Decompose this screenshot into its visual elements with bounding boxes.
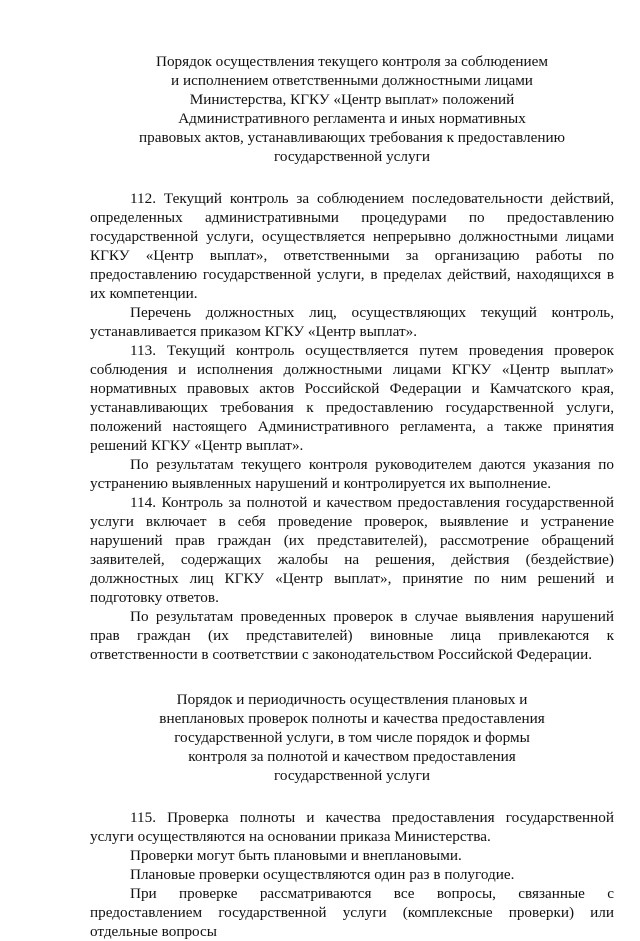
heading-line: правовых актов, устанавливающих требования к предоставлению [139, 129, 565, 146]
paragraph-112: 112. Текущий контроль за соблюдением последовательности действий, определенных административными процедурами по предоставлению государственной услуги, осуществляется непрерывно должностными лицами КГКУ «Центр выплат», ответственными за организацию работы по предоставлению государственной услуги, в пределах действий, находящихся в их компетенции. [90, 190, 614, 302]
heading-line: Порядок и периодичность осуществления плановых и [176, 691, 528, 708]
paragraph-planned-frequency: Плановые проверки осуществляются один раз в полугодие. [130, 866, 515, 883]
heading-line: государственной услуги [274, 148, 430, 165]
heading-line: внеплановых проверок полноты и качества предоставления [159, 710, 545, 727]
heading-line: Министерства, КГКУ «Центр выплат» положений [189, 91, 515, 108]
paragraph-control-results: По результатам текущего контроля руководителем даются указания по устранению выявленных нарушений и контролируется их выполнение. [90, 456, 614, 492]
paragraph-113: 113. Текущий контроль осуществляется путем проведения проверок соблюдения и исполнения должностными лицами КГКУ «Центр выплат» нормативных правовых актов Российской Федерации и Камчатского края, устанавливающих требования к предоставлению государственной услуги, положений настоящего Административного регламента, а также принятия решений КГКУ «Центр выплат». [90, 342, 614, 454]
paragraph-inspection-types: Проверки могут быть плановыми и внеплановыми. [130, 847, 462, 864]
document-body [90, 52, 614, 941]
heading-line: Порядок осуществления текущего контроля за соблюдением [155, 53, 549, 70]
heading-line: государственной услуги [274, 767, 430, 784]
heading-line: государственной услуги, в том числе порядок и формы [174, 729, 530, 746]
paragraph-114: 114. Контроль за полнотой и качеством предоставления государственной услуги включает в себя проведение проверок, выявление и устранение нарушений прав граждан (их представителей), рассмотрение обращений заявителей, содержащих жалобы на решения, действия (бездействие) должностных лиц КГКУ «Центр выплат», принятие по ним решений и подготовку ответов. [90, 494, 614, 606]
section-heading-inspections [90, 690, 614, 785]
heading-line: и исполнением ответственными должностными лицами [171, 72, 533, 89]
section-heading-current-control [90, 52, 614, 166]
paragraph-inspection-results: По результатам проведенных проверок в случае выявления нарушений прав граждан (их представителей) виновные лица привлекаются к ответственности в соответствии с законодательством Российской Федерации. [90, 608, 614, 663]
paragraph-inspection-scope: При проверке рассматриваются все вопросы, связанные с предоставлением государственной услуги (комплексные проверки) или отдельные вопросы [90, 885, 614, 940]
paragraph-officials-list: Перечень должностных лиц, осуществляющих текущий контроль, устанавливается приказом КГКУ «Центр выплат». [90, 304, 614, 340]
paragraph-115: 115. Проверка полноты и качества предоставления государственной услуги осуществляются на основании приказа Министерства. [90, 809, 614, 845]
heading-line: контроля за полнотой и качеством предоставления [188, 748, 516, 765]
heading-line: Административного регламента и иных нормативных [178, 110, 526, 127]
